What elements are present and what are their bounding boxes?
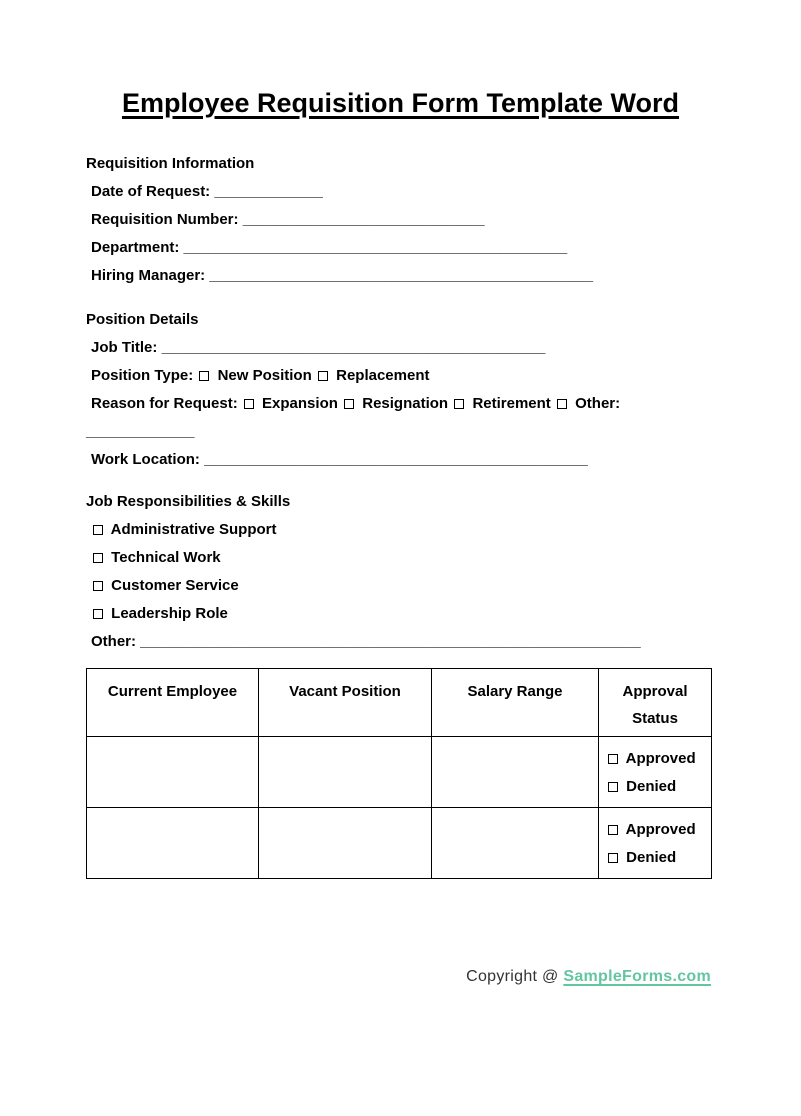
option-expansion: Expansion: [262, 395, 338, 412]
cell-vacant-position-1[interactable]: [259, 737, 432, 808]
section-heading-position-details: Position Details: [86, 311, 199, 328]
status-option-denied: [606, 773, 711, 801]
checkbox-item-leadership-role: [86, 600, 711, 628]
header-current-employee: Current Employee: [87, 669, 259, 737]
copyright-text: Copyright @: [466, 968, 559, 985]
cell-approval-status-2: [599, 808, 712, 879]
cell-approval-status-1: [599, 737, 712, 808]
field-requisition-number: [86, 206, 711, 234]
option-customer-service: Customer Service: [111, 577, 239, 594]
option-retirement: Retirement: [472, 395, 551, 412]
field-position-type: [86, 362, 711, 390]
status-option-denied: [606, 844, 711, 872]
checkbox-replacement[interactable]: [318, 371, 328, 381]
denied-label: Denied: [626, 778, 677, 795]
checkbox-approved[interactable]: [608, 754, 618, 764]
checkbox-administrative-support[interactable]: [93, 525, 103, 535]
cell-salary-range-2[interactable]: [432, 808, 599, 879]
reason-other-blank-line: [86, 418, 711, 446]
job-title-blank[interactable]: ______________________________________________: [161, 339, 546, 356]
option-administrative-support: Administrative Support: [110, 521, 277, 538]
approved-label: Approved: [625, 750, 696, 767]
denied-label: Denied: [626, 849, 677, 866]
reason-other-blank[interactable]: _____________: [86, 423, 195, 440]
cell-current-employee-1[interactable]: [87, 737, 259, 808]
section-heading-requisition-information: Requisition Information: [86, 155, 255, 172]
checkbox-item-technical-work: [86, 544, 711, 572]
field-hiring-manager: [86, 262, 711, 290]
cell-salary-range-1[interactable]: [432, 737, 599, 808]
requisition-table: [86, 668, 712, 879]
document-page: [0, 86, 801, 1116]
field-department: [86, 234, 711, 262]
status-option-approved: [606, 745, 711, 773]
footer: [86, 965, 711, 989]
department-blank[interactable]: ______________________________________________: [183, 239, 568, 256]
option-new-position: New Position: [217, 367, 312, 384]
field-skills-other: [86, 628, 711, 656]
field-date-of-request: [86, 178, 711, 206]
reason-for-request-label: Reason for Request:: [91, 395, 238, 412]
requisition-number-blank[interactable]: _____________________________: [242, 211, 485, 228]
checkbox-expansion[interactable]: [244, 399, 254, 409]
approved-label: Approved: [625, 821, 696, 838]
option-technical-work: Technical Work: [111, 549, 221, 566]
table-header-row: [87, 669, 712, 737]
checkbox-approved[interactable]: [608, 825, 618, 835]
checkbox-item-customer-service: [86, 572, 711, 600]
sampleforms-link[interactable]: SampleForms.com: [563, 968, 711, 985]
checkbox-denied[interactable]: [608, 782, 618, 792]
status-option-approved: [606, 816, 711, 844]
hiring-manager-label: Hiring Manager:: [91, 267, 206, 284]
table-row: [87, 737, 712, 808]
checkbox-denied[interactable]: [608, 853, 618, 863]
hiring-manager-blank[interactable]: ______________________________________________: [209, 267, 594, 284]
cell-vacant-position-2[interactable]: [259, 808, 432, 879]
option-leadership-role: Leadership Role: [111, 605, 228, 622]
date-of-request-label: Date of Request:: [91, 183, 211, 200]
header-vacant-position: Vacant Position: [259, 669, 432, 737]
skills-other-blank[interactable]: ____________________________________________________________: [140, 633, 641, 650]
position-type-label: Position Type:: [91, 367, 194, 384]
department-label: Department:: [91, 239, 180, 256]
option-resignation: Resignation: [362, 395, 449, 412]
job-title-label: Job Title:: [91, 339, 158, 356]
field-job-title: [86, 334, 711, 362]
checkbox-item-administrative-support: [86, 516, 711, 544]
checkbox-retirement[interactable]: [454, 399, 464, 409]
checkbox-leadership-role[interactable]: [93, 609, 103, 619]
page-title: Employee Requisition Form Template Word: [121, 88, 680, 118]
header-approval-status: Approval Status: [599, 669, 712, 737]
field-reason-for-request: [86, 390, 711, 418]
form-body: [86, 150, 711, 879]
date-of-request-blank[interactable]: _____________: [214, 183, 323, 200]
checkbox-technical-work[interactable]: [93, 553, 103, 563]
field-work-location: [86, 446, 711, 474]
option-reason-other: Other:: [575, 395, 621, 412]
checkbox-resignation[interactable]: [344, 399, 354, 409]
option-replacement: Replacement: [336, 367, 430, 384]
header-salary-range: Salary Range: [432, 669, 599, 737]
checkbox-customer-service[interactable]: [93, 581, 103, 591]
section-heading-job-responsibilities: Job Responsibilities & Skills: [86, 493, 291, 510]
checkbox-reason-other[interactable]: [557, 399, 567, 409]
work-location-label: Work Location:: [91, 451, 200, 468]
cell-current-employee-2[interactable]: [87, 808, 259, 879]
requisition-number-label: Requisition Number:: [91, 211, 239, 228]
work-location-blank[interactable]: ______________________________________________: [204, 451, 588, 468]
table-row: [87, 808, 712, 879]
checkbox-new-position[interactable]: [199, 371, 209, 381]
skills-other-label: Other:: [91, 633, 136, 650]
